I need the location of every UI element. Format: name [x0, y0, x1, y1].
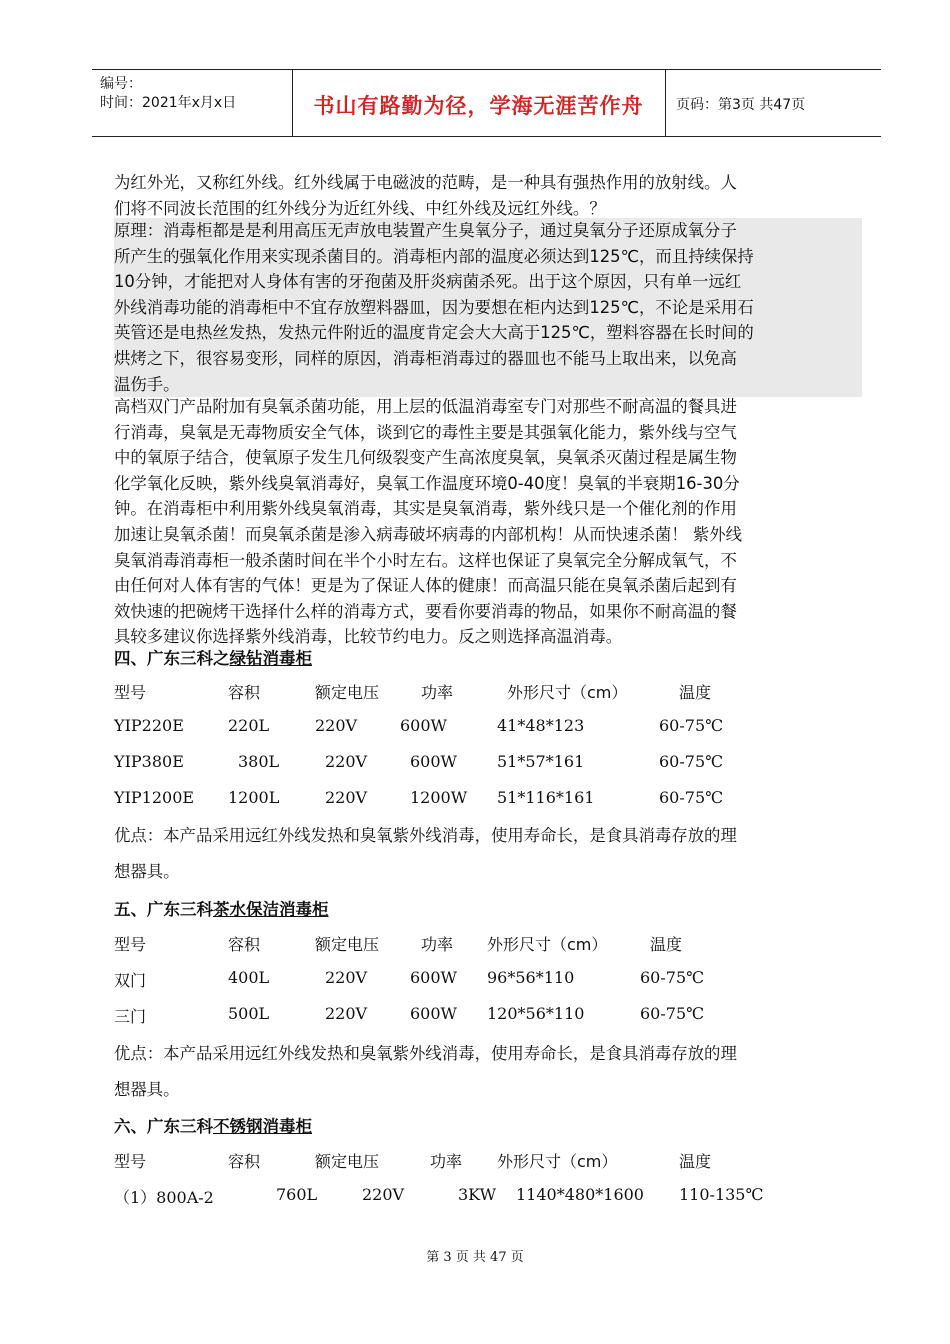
- text-line: 温伤手。: [114, 374, 180, 394]
- table-row: 双门 400L 220V 600W 96*56*110 60-75℃: [114, 968, 705, 990]
- page-number-label: 页码：第3页 共47页: [676, 97, 806, 113]
- spec-table-header: 型号 容积 额定电压 功率 外形尺寸（cm） 温度: [114, 935, 683, 954]
- text-line: 烘烤之下，很容易变形，同样的原因，消毒柜消毒过的器皿也不能马上取出来，以免高: [114, 348, 737, 368]
- table-row: YIP220E 220L 220V 600W 41*48*123 60-75℃: [114, 716, 724, 735]
- table-row: YIP380E 380L 220V 600W 51*57*161 60-75℃: [114, 752, 724, 771]
- advantage-note-cont: 想器具。: [114, 862, 180, 881]
- text-line: 臭氧消毒消毒柜一般杀菌时间在半个小时左右。这样也保证了臭氧完全分解成氧气，不: [114, 550, 737, 570]
- text-line: 原理：消毒柜都是是利用高压无声放电装置产生臭氧分子，通过臭氧分子还原成氧分子: [114, 221, 737, 240]
- ozone-paragraph: [114, 394, 862, 650]
- header-info-cell: [92, 70, 293, 136]
- page-footer: 第 3 页 共 47 页: [426, 1250, 524, 1265]
- section-heading: 五、广东三科茶水保洁消毒柜: [114, 900, 329, 919]
- text-line: 英管还是电热丝发热，发热元件附近的温度肯定会大大高于125℃，塑料容器在长时间的: [114, 323, 754, 343]
- text-line: 为红外光，又称红外线。红外线属于电磁波的范畴，是一种具有强热作用的放射线。人: [114, 173, 737, 192]
- text-line: 化学氧化反映，紫外线臭氧消毒好，臭氧工作温度环境0-40度！臭氧的半衰期16-30分: [114, 473, 740, 493]
- text-line: 外线消毒功能的消毒柜中不宜存放塑料器皿，因为要想在柜内达到125℃，不论是采用石: [114, 297, 754, 317]
- text-line: 具较多建议你选择紫外线消毒，比较节约电力。反之则选择高温消毒。: [114, 627, 623, 647]
- table-row: （1）800A-2 760L 220V 3KW 1140*480*1600 110-135℃: [114, 1185, 764, 1207]
- page-header: [92, 69, 881, 137]
- time-label: 时间：2021年x月x日: [100, 95, 237, 111]
- text-line: 高档双门产品附加有臭氧杀菌功能，用上层的低温消毒室专门对那些不耐高温的餐具进: [114, 397, 737, 416]
- text-line: 10分钟，才能把对人身体有害的牙孢菌及肝炎病菌杀死。出于这个原因，只有单一远红: [114, 272, 742, 292]
- text-line: 加速让臭氧杀菌！而臭氧杀菌是渗入病毒破坏病毒的内部机构！从而快速杀菌！ 紫外线: [114, 524, 743, 544]
- table-row: 三门 500L 220V 600W 120*56*110 60-75℃: [114, 1004, 705, 1026]
- advantage-note: 优点：本产品采用远红外线发热和臭氧紫外线消毒，使用寿命长，是食具消毒存放的理: [114, 1044, 737, 1063]
- principle-paragraph: [114, 218, 862, 397]
- header-motto-cell: [292, 70, 666, 136]
- advantage-note: 优点：本产品采用远红外线发热和臭氧紫外线消毒，使用寿命长，是食具消毒存放的理: [114, 826, 737, 845]
- table-row: YIP1200E 1200L 220V 1200W 51*116*161 60-75℃: [114, 788, 724, 807]
- text-line: 效快速的把碗烤干选择什么样的消毒方式，要看你要消毒的物品，如果你不耐高温的餐: [114, 601, 737, 621]
- text-line: 行消毒，臭氧是无毒物质安全气体，谈到它的毒性主要是其强氧化能力，紫外线与空气: [114, 422, 737, 442]
- section-heading: 六、广东三科不锈钢消毒柜: [114, 1117, 312, 1136]
- spec-table-header: 型号 容积 额定电压 功率 外形尺寸（cm） 温度: [114, 1152, 712, 1171]
- section-heading: 四、广东三科之绿钻消毒柜: [114, 649, 312, 668]
- text-line: 们将不同波长范围的红外线分为近红外线、中红外线及远红外线。？: [114, 198, 606, 218]
- header-page-cell: [666, 70, 881, 136]
- text-line: 钟。在消毒柜中利用紫外线臭氧消毒，其实是臭氧消毒，紫外线只是一个催化剂的作用: [114, 499, 737, 519]
- text-line: 所产生的强氧化作用来实现杀菌目的。消毒柜内部的温度必须达到125℃，而且持续保持: [114, 246, 754, 266]
- advantage-note-cont: 想器具。: [114, 1080, 180, 1099]
- motto: 书山有路勤为径，学海无涯苦作舟: [313, 94, 644, 118]
- spec-table-header: 型号 容积 额定电压 功率 外形尺寸（cm） 温度: [114, 683, 712, 702]
- intro-paragraph: [114, 170, 862, 221]
- text-line: 由任何对人体有害的气体！更是为了保证人体的健康！而高温只能在臭氧杀菌后起到有: [114, 576, 737, 596]
- text-line: 中的氧原子结合，使氧原子发生几何级裂变产生高浓度臭氧，臭氧杀灭菌过程是属生物: [114, 448, 737, 468]
- serial-label: 编号：: [100, 76, 142, 92]
